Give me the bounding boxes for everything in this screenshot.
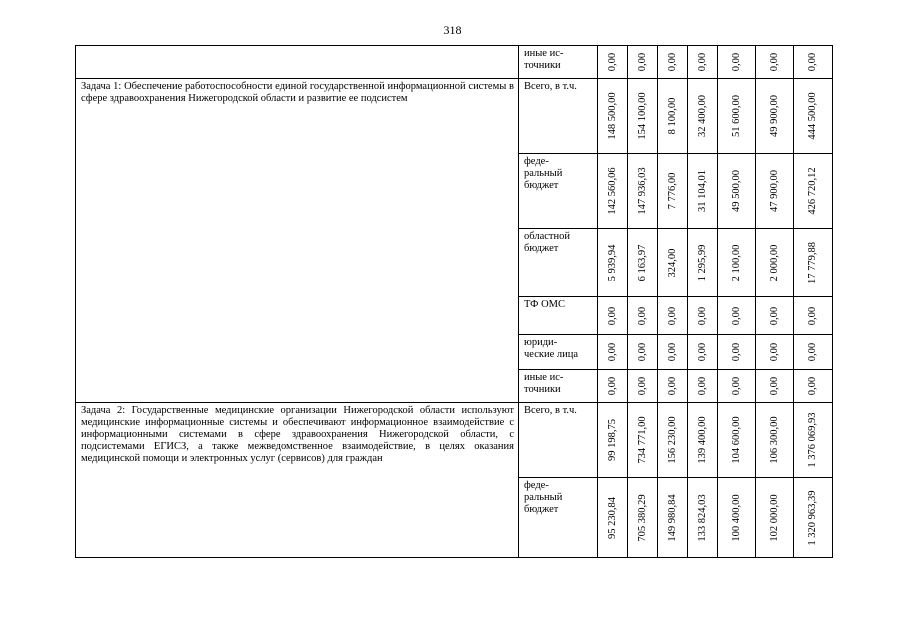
value-text: 1 376 069,93 xyxy=(807,412,818,468)
value-cell xyxy=(718,335,756,370)
value-cell xyxy=(628,370,658,403)
value-cell xyxy=(756,79,794,154)
value-text: 0,00 xyxy=(606,376,618,396)
value-cell xyxy=(628,229,658,297)
value-cell xyxy=(688,403,718,478)
value-text: 0,00 xyxy=(730,376,742,396)
value-text: 0,00 xyxy=(666,306,678,325)
cell-text: Всего, в т.ч. xyxy=(524,405,577,416)
value-text: 99 198,75 xyxy=(606,419,618,461)
value-cell xyxy=(718,370,756,403)
value-text: 0,00 xyxy=(666,52,678,72)
value-cell xyxy=(794,229,833,297)
table-row xyxy=(76,403,833,478)
value-cell xyxy=(688,79,718,154)
value-text: 0,00 xyxy=(606,342,618,362)
value-text: 2 000,00 xyxy=(768,244,780,281)
value-text: 0,00 xyxy=(606,306,618,325)
value-cell xyxy=(658,297,688,335)
value-text: 0,00 xyxy=(730,52,742,72)
task-cell xyxy=(76,46,519,79)
value-cell xyxy=(628,154,658,229)
value-cell xyxy=(688,478,718,558)
cell-text: иные ис- точники xyxy=(524,48,564,71)
table-row xyxy=(76,79,833,154)
value-text: 0,00 xyxy=(768,52,780,72)
value-text: 47 900,00 xyxy=(768,170,780,212)
value-cell xyxy=(756,229,794,297)
value-text: 49 500,00 xyxy=(730,170,742,212)
value-cell xyxy=(794,370,833,403)
value-text: 133 824,03 xyxy=(696,493,708,542)
value-cell xyxy=(718,478,756,558)
value-text: 1 320 963,39 xyxy=(807,489,818,546)
value-text: 0,00 xyxy=(696,342,708,362)
cell-text: Всего, в т.ч. xyxy=(524,81,577,92)
cell-text: областной бюджет xyxy=(524,231,570,254)
value-text: 0,00 xyxy=(807,306,818,325)
cell-text: юриди- ческие лица xyxy=(524,337,579,360)
value-cell xyxy=(628,403,658,478)
value-cell xyxy=(688,229,718,297)
value-text: 6 163,97 xyxy=(636,244,648,281)
value-cell xyxy=(794,297,833,335)
value-text: 148 500,00 xyxy=(606,92,618,140)
value-text: 0,00 xyxy=(807,52,818,72)
value-cell xyxy=(794,403,833,478)
value-cell xyxy=(718,229,756,297)
value-text: 0,00 xyxy=(696,52,708,72)
value-cell xyxy=(598,403,628,478)
value-cell xyxy=(688,154,718,229)
value-cell xyxy=(598,370,628,403)
value-text: 0,00 xyxy=(768,306,780,325)
value-text: 705 380,29 xyxy=(636,493,648,542)
value-text: 2 100,00 xyxy=(730,244,742,281)
value-text: 139 400,00 xyxy=(696,416,708,464)
source-cell xyxy=(519,229,598,297)
value-text: 156 230,00 xyxy=(666,416,678,464)
value-text: 51 600,00 xyxy=(730,95,742,137)
value-text: 0,00 xyxy=(807,376,818,396)
cell-text: Задача 2: Государственные медицинские организации Нижегородской области используют медицинские информационные системы и обеспечивают информационное взаимодействие с информационными системами в сфере здравоохранения Нижегородской области, с подсистемами ЕГИСЗ, а также межведомственное взаимодействие, в целях оказания медицинской помощи и электронных услуг (сервисов) для граждан xyxy=(81,405,514,464)
value-cell xyxy=(794,79,833,154)
value-cell xyxy=(756,478,794,558)
value-cell xyxy=(598,46,628,79)
cell-text: феде- ральный бюджет xyxy=(524,156,563,191)
value-text: 17 779,88 xyxy=(807,241,818,284)
cell-text: Задача 1: Обеспечение работоспособности единой государственной информационной системы в сфере здравоохранения Нижегородской области и развитие ее подсистем xyxy=(81,81,514,104)
value-cell xyxy=(794,335,833,370)
value-text: 104 600,00 xyxy=(730,416,742,464)
value-cell xyxy=(658,403,688,478)
value-text: 734 771,00 xyxy=(636,416,648,464)
value-cell xyxy=(658,154,688,229)
value-text: 149 980,84 xyxy=(666,493,678,542)
value-cell xyxy=(756,154,794,229)
value-cell xyxy=(658,478,688,558)
value-cell xyxy=(628,297,658,335)
value-cell xyxy=(658,79,688,154)
value-text: 142 560,06 xyxy=(606,167,618,215)
value-text: 0,00 xyxy=(636,342,648,362)
value-text: 0,00 xyxy=(807,342,818,362)
budget-table xyxy=(75,45,833,558)
value-cell xyxy=(688,297,718,335)
page-number: 318 xyxy=(443,23,462,37)
value-text: 426 720,12 xyxy=(807,167,818,215)
value-text: 0,00 xyxy=(768,342,780,362)
cell-text: ТФ ОМС xyxy=(524,299,566,310)
value-text: 0,00 xyxy=(636,52,648,72)
value-cell xyxy=(794,478,833,558)
value-text: 32 400,00 xyxy=(696,95,708,137)
source-cell xyxy=(519,46,598,79)
value-cell xyxy=(756,335,794,370)
source-cell xyxy=(519,335,598,370)
value-cell xyxy=(628,335,658,370)
value-cell xyxy=(718,403,756,478)
value-cell xyxy=(598,478,628,558)
value-text: 0,00 xyxy=(696,306,708,325)
value-text: 49 900,00 xyxy=(768,95,780,137)
value-text: 7 776,00 xyxy=(666,172,678,210)
value-cell xyxy=(756,370,794,403)
task-1-cell xyxy=(76,79,519,403)
value-cell xyxy=(756,297,794,335)
value-cell xyxy=(718,79,756,154)
value-cell xyxy=(628,79,658,154)
value-text: 1 295,99 xyxy=(696,244,708,281)
source-cell xyxy=(519,297,598,335)
value-text: 5 939,94 xyxy=(606,244,618,281)
value-text: 0,00 xyxy=(606,52,618,72)
cell-text: феде- ральный бюджет xyxy=(524,480,563,515)
value-cell xyxy=(688,46,718,79)
value-cell xyxy=(598,335,628,370)
value-cell xyxy=(598,79,628,154)
cell-text: иные ис- точники xyxy=(524,372,564,395)
value-cell xyxy=(658,370,688,403)
value-text: 444 500,00 xyxy=(807,92,818,140)
value-cell xyxy=(718,297,756,335)
table-row xyxy=(76,46,833,79)
value-text: 106 300,00 xyxy=(768,416,780,464)
value-text: 147 936,03 xyxy=(636,167,648,215)
source-cell xyxy=(519,154,598,229)
value-text: 31 104,01 xyxy=(696,170,708,212)
value-text: 324,00 xyxy=(666,248,678,277)
value-cell xyxy=(794,46,833,79)
source-cell xyxy=(519,403,598,478)
value-text: 0,00 xyxy=(666,342,678,362)
value-cell xyxy=(718,154,756,229)
value-text: 8 100,00 xyxy=(666,97,678,135)
value-text: 95 230,84 xyxy=(606,496,618,539)
value-text: 0,00 xyxy=(730,342,742,362)
value-cell xyxy=(688,370,718,403)
value-text: 100 400,00 xyxy=(730,493,742,542)
value-text: 0,00 xyxy=(666,376,678,396)
value-cell xyxy=(628,478,658,558)
value-cell xyxy=(598,297,628,335)
value-text: 0,00 xyxy=(636,376,648,396)
value-cell xyxy=(658,335,688,370)
source-cell xyxy=(519,370,598,403)
value-text: 0,00 xyxy=(768,376,780,396)
value-cell xyxy=(598,154,628,229)
value-cell xyxy=(688,335,718,370)
value-cell xyxy=(794,154,833,229)
value-cell xyxy=(756,46,794,79)
value-cell xyxy=(658,46,688,79)
value-cell xyxy=(658,229,688,297)
task-2-cell xyxy=(76,403,519,558)
value-cell xyxy=(756,403,794,478)
value-text: 154 100,00 xyxy=(636,92,648,140)
value-cell xyxy=(628,46,658,79)
value-text: 102 000,00 xyxy=(768,493,780,542)
source-cell xyxy=(519,79,598,154)
value-text: 0,00 xyxy=(730,306,742,325)
value-cell xyxy=(718,46,756,79)
source-cell xyxy=(519,478,598,558)
value-cell xyxy=(598,229,628,297)
value-text: 0,00 xyxy=(696,376,708,396)
value-text: 0,00 xyxy=(636,306,648,325)
